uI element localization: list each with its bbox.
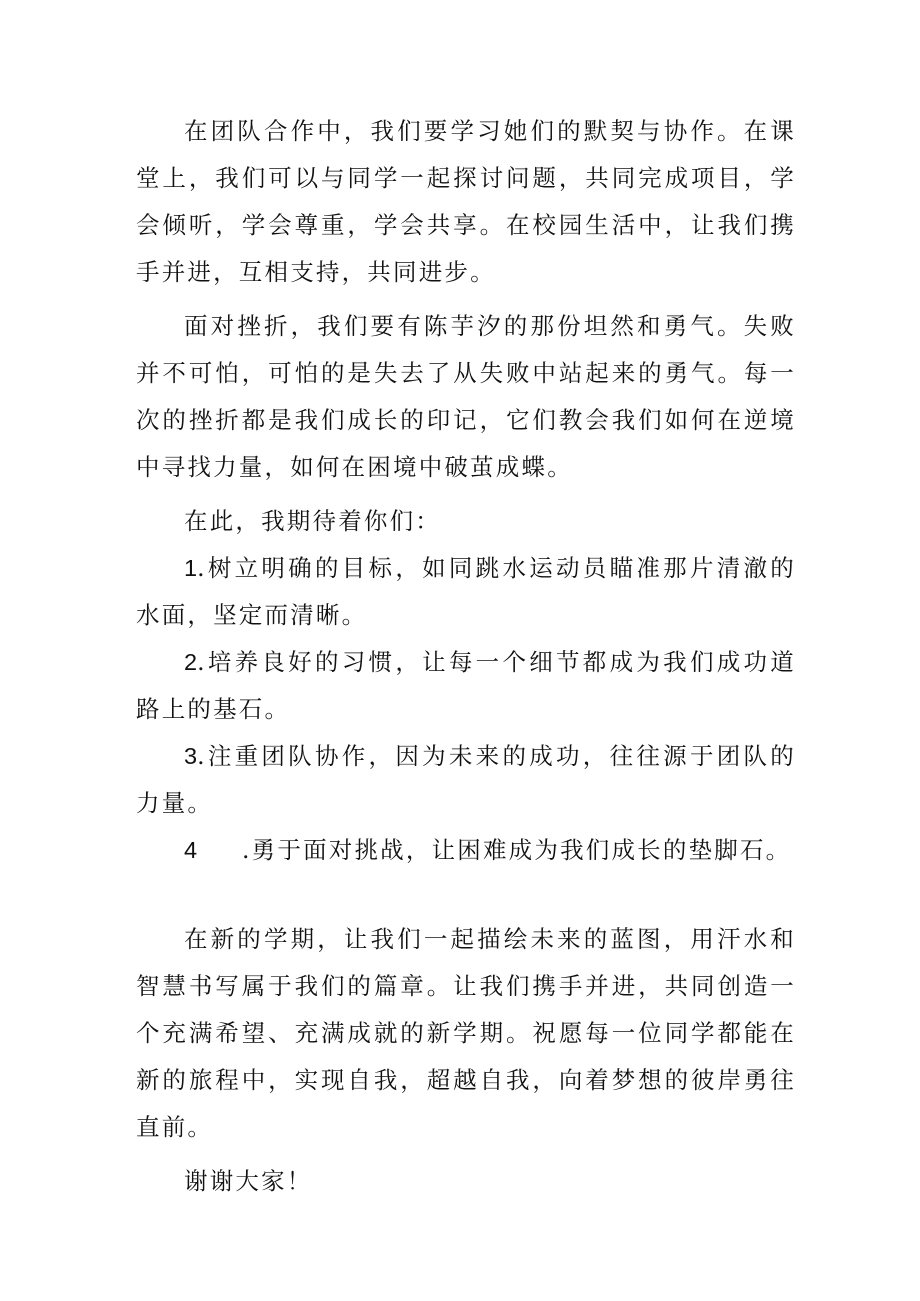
- list-item-number: 2: [184, 649, 198, 675]
- list-item-3: [136, 733, 796, 827]
- list-item-text: .注重团队协作，因为未来的成功，往往源于团队的力量。: [136, 742, 796, 817]
- paragraph-expectation-intro: 在此，我期待着你们：: [184, 507, 441, 535]
- list-item-text: .培养良好的习惯，让每一个细节都成为我们成功道路上的基石。: [136, 648, 796, 723]
- list-item-number: 4: [184, 837, 198, 863]
- list-item-text: .勇于面对挑战，让困难成为我们成长的垫脚石。: [242, 836, 792, 864]
- paragraph-teamwork: 在团队合作中，我们要学习她们的默契与协作。在课堂上，我们可以与同学一起探讨问题，共同完成项目，学会倾听，学会尊重，学会共享。在校园生活中，让我们携手并进，互相支持，共同进步。: [136, 117, 796, 286]
- list-item-text: .树立明确的目标，如同跳水运动员瞄准那片清澈的水面，坚定而清晰。: [136, 554, 796, 629]
- paragraph-thanks: 谢谢大家！: [184, 1167, 313, 1195]
- list-item-number: 3: [184, 743, 198, 769]
- list-item-2: [136, 639, 796, 733]
- list-item-4: [136, 827, 796, 874]
- paragraph-new-semester: 在新的学期，让我们一起描绘未来的蓝图，用汗水和智慧书写属于我们的篇章。让我们携手并进，共同创造一个充满希望、充满成就的新学期。祝愿每一位同学都能在新的旅程中，实现自我，超越自我，向着梦想的彼岸勇往直前。: [136, 925, 796, 1141]
- document-body: [136, 108, 796, 1205]
- paragraph-setbacks: 面对挫折，我们要有陈芋汐的那份坦然和勇气。失败并不可怕，可怕的是失去了从失败中站起来的勇气。每一次的挫折都是我们成长的印记，它们教会我们如何在逆境中寻找力量，如何在困境中破茧成蝶。: [136, 312, 796, 481]
- list-item-1: [136, 545, 796, 639]
- list-item-number: 1: [184, 555, 198, 581]
